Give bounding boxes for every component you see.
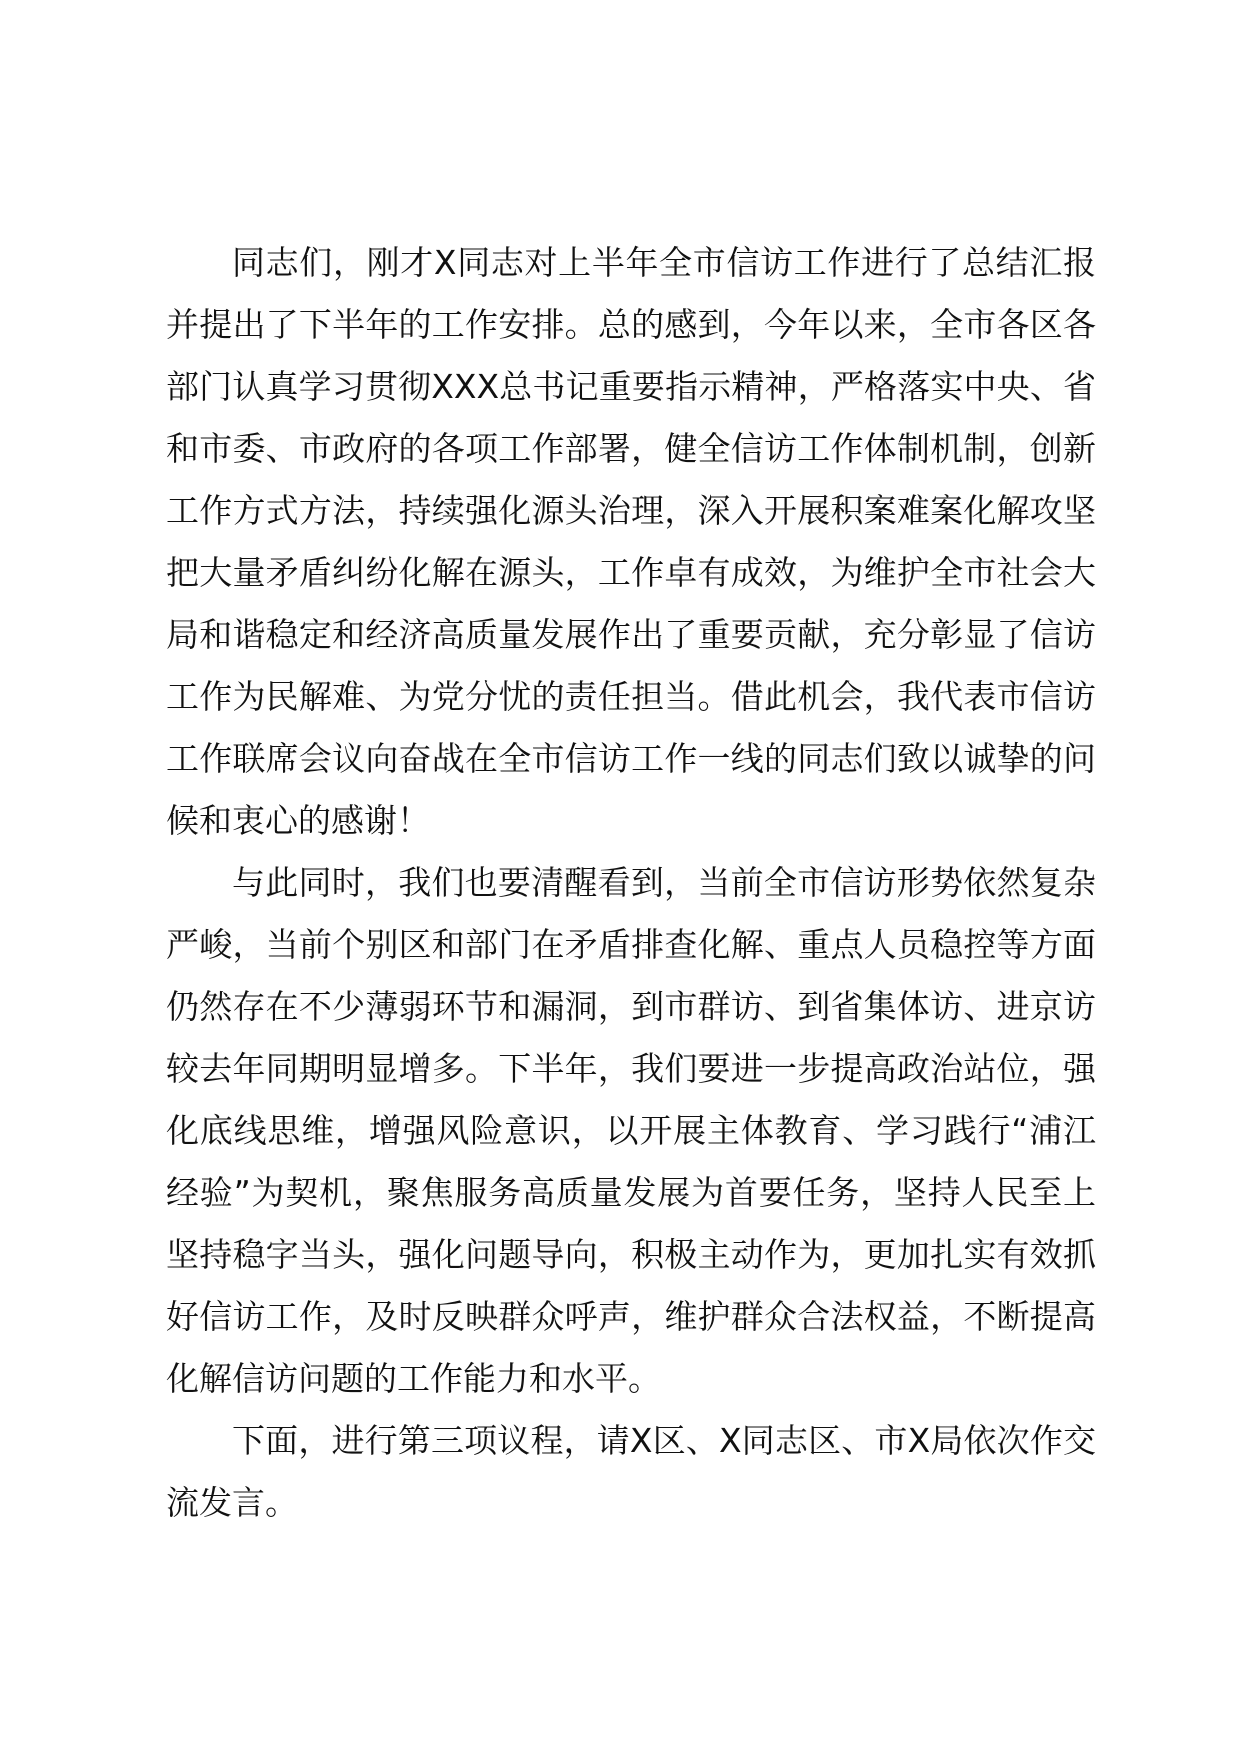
paragraph-next-agenda: 下面，进行第三项议程，请X区、X同志区、市X局依次作交流发言。 [166,1421,1096,1522]
document-body [166,232,1096,1534]
paragraph-opening-remarks: 同志们，刚才X同志对上半年全市信访工作进行了总结汇报并提出了下半年的工作安排。总的感到，今年以来，全市各区各部门认真学习贯彻XXX总书记重要指示精神，严格落实中央、省和市委、市政府的各项工作部署，健全信访工作体制机制，创新工作方式方法，持续强化源头治理，深入开展积案难案化解攻坚把大量矛盾纠纷化解在源头，工作卓有成效，为维护全市社会大局和谐稳定和经济高质量发展作出了重要贡献，充分彰显了信访工作为民解难、为党分忧的责任担当。借此机会，我代表市信访工作联席会议向奋战在全市信访工作一线的同志们致以诚挚的问候和衷心的感谢！ [166,243,1096,840]
paragraph-situation-analysis: 与此同时，我们也要清醒看到，当前全市信访形势依然复杂严峻，当前个别区和部门在矛盾排查化解、重点人员稳控等方面仍然存在不少薄弱环节和漏洞，到市群访、到省集体访、进京访较去年同期明显增多。下半年，我们要进一步提高政治站位，强化底线思维，增强风险意识，以开展主体教育、学习践行“浦江经验”为契机，聚焦服务高质量发展为首要任务，坚持人民至上坚持稳字当头，强化问题导向，积极主动作为，更加扎实有效抓好信访工作，及时反映群众呼声，维护群众合法权益，不断提高化解信访问题的工作能力和水平。 [166,863,1096,1398]
